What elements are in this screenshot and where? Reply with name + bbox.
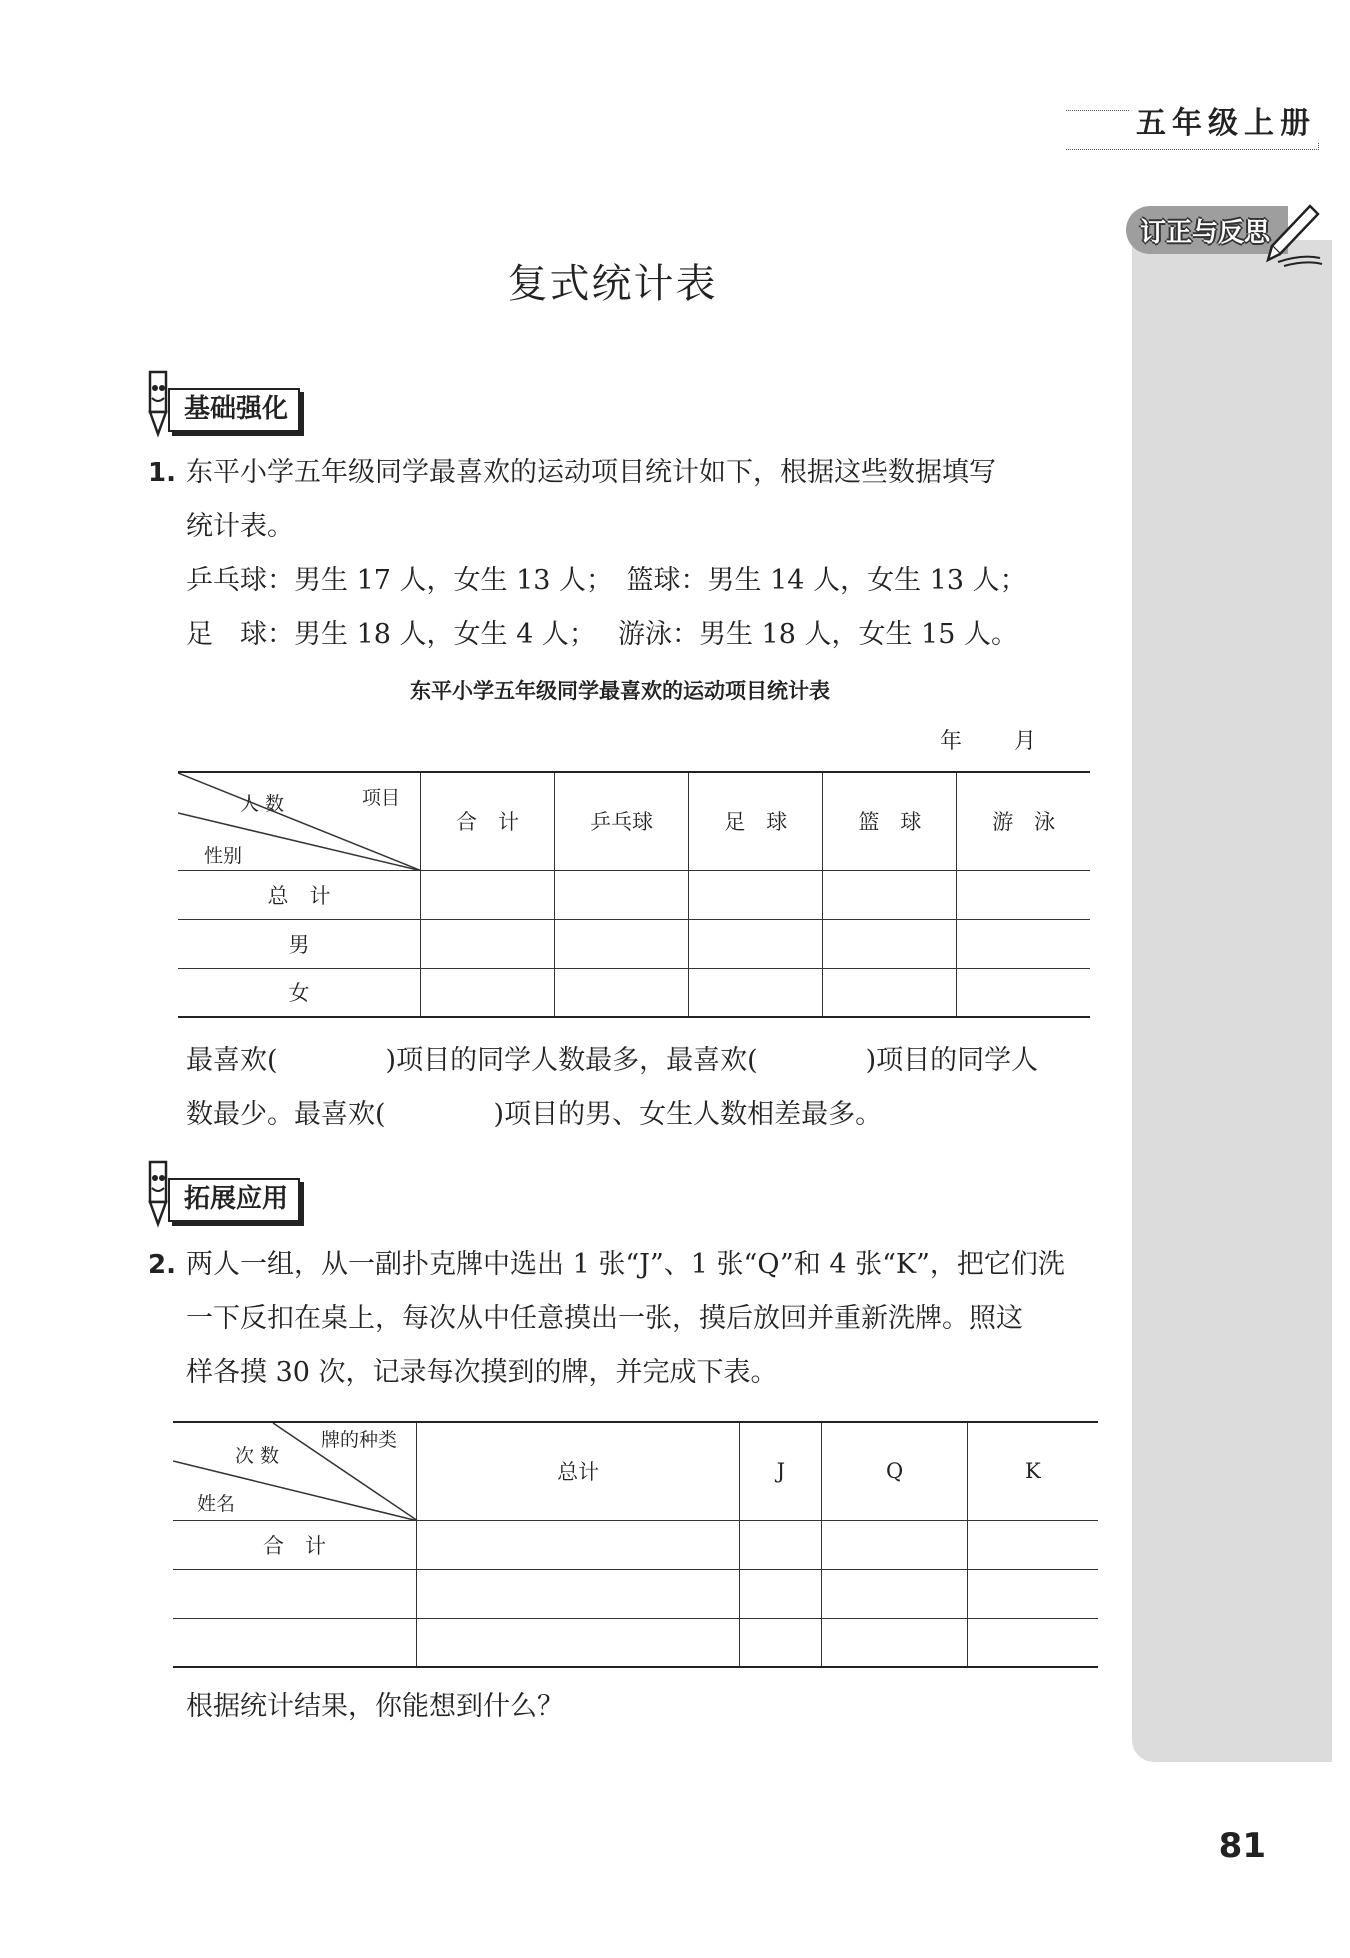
table-cell[interactable] [417,1520,740,1569]
row-header[interactable] [173,1569,417,1618]
column-header: 乒乓球 [555,772,689,870]
corner-count-label: 次 数 [235,1445,280,1467]
table-row [178,870,1090,919]
section-extension-header: 拓展应用 [168,1178,300,1222]
row-header: 合 计 [173,1520,417,1569]
page-number: 81 [1218,1826,1266,1866]
card-draw-table [173,1421,1098,1668]
page-title: 复式统计表 [507,261,718,307]
column-header: 总计 [417,1422,740,1520]
table-row [178,968,1090,1017]
table-row [173,1569,1098,1618]
question-2-line-2: 一下反扣在桌上，每次从中任意摸出一张，摸后放回并重新洗牌。照这 [186,1303,1023,1334]
row-header[interactable] [173,1618,417,1667]
column-header: K [967,1422,1098,1520]
table-1-date-year: 年 [940,729,963,754]
question-1-line-2: 统计表。 [186,511,294,542]
column-header: 足 球 [689,772,823,870]
corner-count-label: 人 数 [240,793,285,815]
table-1-caption: 东平小学五年级同学最喜欢的运动项目统计表 [410,679,830,703]
question-2-line-1: 两人一组，从一副扑克牌中选出 1 张“J”、1 张“Q”和 4 张“K”，把它们洗 [186,1249,1065,1280]
table-cell[interactable] [823,968,957,1017]
section-basic-header: 基础强化 [168,388,300,432]
table-cell[interactable] [740,1618,822,1667]
question-2-line-3: 样各摸 30 次，记录每次摸到的牌，并完成下表。 [186,1357,778,1388]
question-2-closing: 根据统计结果，你能想到什么？ [186,1691,564,1722]
sports-stat-table [178,771,1090,1018]
table-corner-header [178,772,421,870]
table-cell[interactable] [555,870,689,919]
table-row [173,1618,1098,1667]
table-cell[interactable] [421,870,555,919]
table-cell[interactable] [957,919,1090,968]
table-cell[interactable] [823,870,957,919]
question-1-line-4: 足 球：男生 18 人，女生 4 人； 游泳：男生 18 人，女生 15 人。 [186,619,1018,650]
table-cell[interactable] [421,968,555,1017]
corner-name-label: 姓名 [197,1493,236,1515]
column-header: Q [822,1422,967,1520]
question-1-line-1: 东平小学五年级同学最喜欢的运动项目统计如下，根据这些数据填写 [186,457,996,488]
table-cell[interactable] [740,1569,822,1618]
grade-label: 五年级上册 [1130,98,1322,142]
question-1-number: 1. [148,458,176,488]
corner-item-label: 项目 [362,787,401,809]
table-cell[interactable] [957,870,1090,919]
table-cell[interactable] [417,1618,740,1667]
row-header: 男 [178,919,421,968]
table-1-date-month: 月 [1014,729,1037,754]
question-1-line-3: 乒乓球：男生 17 人，女生 13 人； 篮球：男生 14 人，女生 13 人； [186,565,1027,596]
question-1-fill-line-2: 数最少。最喜欢( )项目的男、女生人数相差最多。 [186,1099,883,1130]
table-row [178,772,1090,870]
table-row [173,1520,1098,1569]
table-cell[interactable] [689,870,823,919]
row-header: 总 计 [178,870,421,919]
row-header: 女 [178,968,421,1017]
question-2-number: 2. [148,1250,176,1280]
column-header: 篮 球 [823,772,957,870]
corner-card-type-label: 牌的种类 [321,1429,398,1451]
table-cell[interactable] [689,968,823,1017]
table-cell[interactable] [967,1569,1098,1618]
corner-gender-label: 性别 [204,845,243,867]
table-cell[interactable] [822,1520,967,1569]
table-cell[interactable] [822,1618,967,1667]
table-cell[interactable] [967,1520,1098,1569]
reflection-panel [1132,240,1332,1762]
table-row [173,1422,1098,1520]
table-cell[interactable] [823,919,957,968]
table-cell[interactable] [967,1618,1098,1667]
table-cell[interactable] [417,1569,740,1618]
table-cell[interactable] [740,1520,822,1569]
question-1-fill-line-1: 最喜欢( )项目的同学人数最多，最喜欢( )项目的同学人 [186,1045,1039,1076]
column-header: 游 泳 [957,772,1090,870]
table-cell[interactable] [421,919,555,968]
table-cell[interactable] [555,919,689,968]
table-row [178,919,1090,968]
table-cell[interactable] [822,1569,967,1618]
table-corner-header [173,1422,417,1520]
table-cell[interactable] [689,919,823,968]
reflection-tab-label: 订正与反思 [1140,218,1271,248]
column-header: J [740,1422,822,1520]
column-header: 合 计 [421,772,555,870]
pen-icon [1262,196,1326,268]
table-cell[interactable] [555,968,689,1017]
table-cell[interactable] [957,968,1090,1017]
